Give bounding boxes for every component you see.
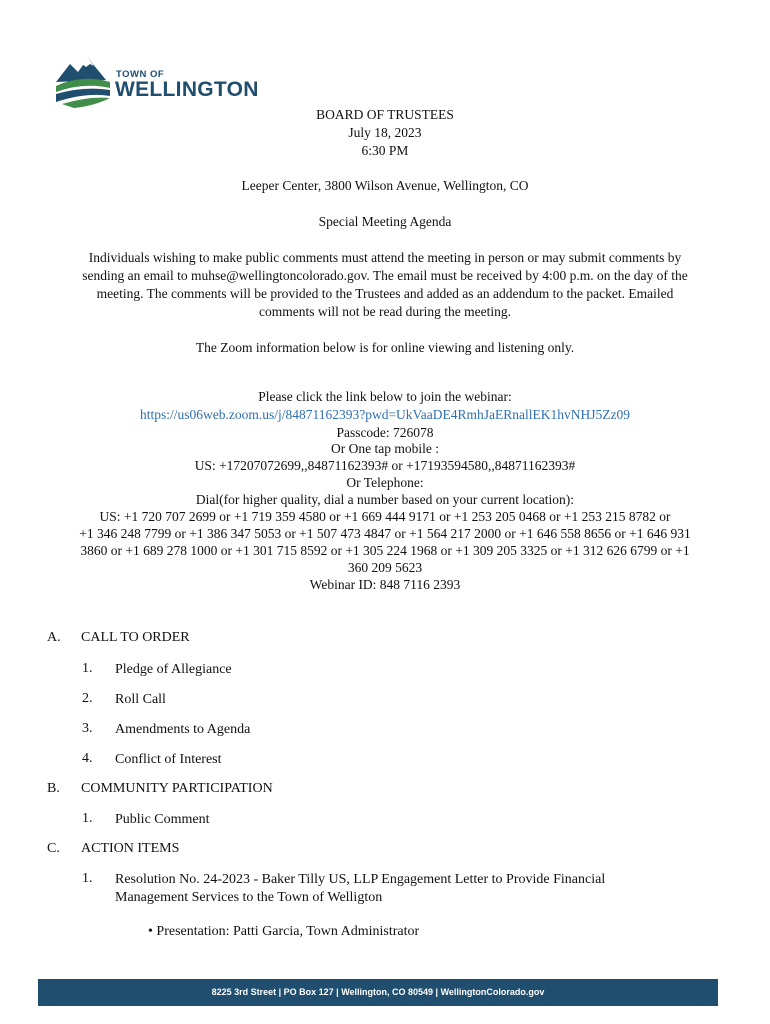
notice-line-1: Individuals wishing to make public comments must attend the meeting in person or may submit comments by	[88, 250, 682, 265]
dial-line-3: 3860 or +1 689 278 1000 or +1 301 715 8592 or +1 305 224 1968 or +1 309 205 3325 or +1 312 626 6799 or +1	[80, 543, 690, 558]
item-number: 1.	[82, 871, 93, 886]
section-title: ACTION ITEMS	[81, 841, 180, 856]
dial-line-4: 360 209 5623	[347, 560, 423, 575]
item-text: Conflict of Interest	[115, 752, 222, 767]
dial-line-1: US: +1 720 707 2699 or +1 719 359 4580 or +1 669 444 9171 or +1 253 205 0468 or +1 253 215 8782 or	[99, 509, 671, 524]
section-title: COMMUNITY PARTICIPATION	[81, 781, 273, 796]
footer-bar	[38, 979, 718, 1006]
item-text: Amendments to Agenda	[115, 722, 251, 737]
section-letter: B.	[47, 781, 60, 796]
tap-mobile-label: Or One tap mobile :	[331, 441, 439, 456]
webinar-intro: Please click the link below to join the webinar:	[258, 389, 512, 404]
section-letter: C.	[47, 841, 60, 856]
meeting-type: Special Meeting Agenda	[318, 214, 452, 229]
logo-wellington: WELLINGTON	[115, 78, 259, 101]
item-text-line-1: Resolution No. 24-2023 - Baker Tilly US, LLP Engagement Letter to Provide Financial	[115, 872, 606, 887]
tap-mobile-numbers: US: +17207072699,,84871162393# or +17193594580,,84871162393#	[194, 458, 576, 473]
bullet-item	[148, 924, 419, 940]
webinar-id: Webinar ID: 848 7116 2393	[309, 577, 461, 592]
item-number: 2.	[82, 691, 93, 706]
section-letter: A.	[47, 630, 61, 645]
town-logo	[54, 52, 274, 110]
item-number: 1.	[82, 661, 93, 676]
logo-town-of: TOWN OF	[116, 69, 165, 80]
bullet-text: Presentation: Patti Garcia, Town Administrator	[156, 924, 420, 939]
telephone-label: Or Telephone:	[346, 475, 424, 490]
item-text: Roll Call	[115, 692, 166, 707]
notice-line-2: sending an email to muhse@wellingtoncolorado.gov. The email must be received by 4:00 p.m. on the day of the	[82, 268, 688, 283]
item-number: 4.	[82, 751, 93, 766]
notice-line-3: meeting. The comments will be provided to the Trustees and added as an addendum to the packet. Emailed	[96, 286, 674, 301]
item-text: Public Comment	[115, 812, 210, 827]
mountain-logo-icon	[54, 52, 114, 110]
notice-line-4: comments will not be read during the meeting.	[259, 304, 511, 319]
zoom-info: The Zoom information below is for online viewing and listening only.	[195, 340, 575, 355]
footer-text: 8225 3rd Street | PO Box 127 | Wellington, CO 80549 | WellingtonColorado.gov	[211, 987, 545, 997]
meeting-date: July 18, 2023	[348, 125, 422, 140]
item-number: 1.	[82, 811, 93, 826]
webinar-passcode: Passcode: 726078	[336, 425, 434, 440]
item-text: Pledge of Allegiance	[115, 662, 232, 677]
item-number: 3.	[82, 721, 93, 736]
dial-line-2: +1 346 248 7799 or +1 386 347 5053 or +1 507 473 4847 or +1 564 217 2000 or +1 646 558 8656 or +1 646 931	[79, 526, 691, 541]
webinar-link[interactable]: https://us06web.zoom.us/j/84871162393?pwd=UkVaaDE4RmhJaERnallEK1hvNHJ5Zz09	[139, 407, 631, 422]
dial-label: Dial(for higher quality, dial a number based on your current location):	[195, 492, 575, 507]
meeting-location: Leeper Center, 3800 Wilson Avenue, Wellington, CO	[241, 178, 529, 193]
board-title: BOARD OF TRUSTEES	[316, 107, 454, 122]
meeting-time: 6:30 PM	[361, 143, 409, 158]
section-title: CALL TO ORDER	[81, 630, 190, 645]
item-text-line-2: Management Services to the Town of Welligton	[115, 890, 383, 905]
bullet-icon: •	[148, 924, 153, 939]
